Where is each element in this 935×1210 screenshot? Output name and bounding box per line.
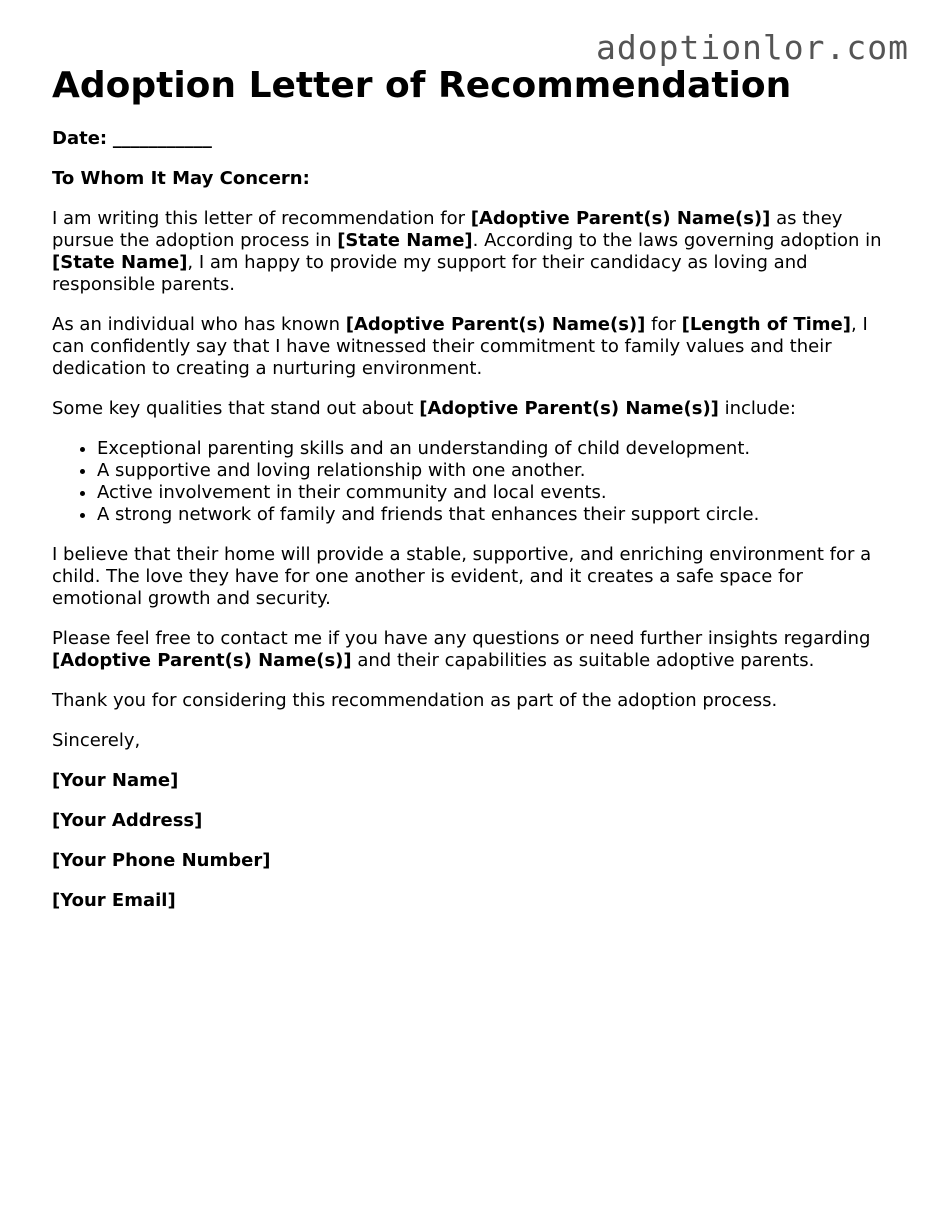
placeholder-parent-names: [Adoptive Parent(s) Name(s)] bbox=[345, 314, 646, 336]
paragraph-thanks: Thank you for considering this recommendation as part of the adoption process. bbox=[52, 690, 778, 712]
signature-phone bbox=[52, 850, 892, 872]
text: Please feel free to contact me if you have any questions or need further insights regarding bbox=[52, 628, 871, 650]
list-item: • Exceptional parenting skills and an understanding of child development. bbox=[97, 438, 892, 460]
placeholder-parent-names: [Adoptive Parent(s) Name(s)] bbox=[52, 650, 352, 672]
letter-document bbox=[52, 64, 892, 930]
date-label: Date: bbox=[52, 128, 108, 150]
placeholder-your-phone: [Your Phone Number] bbox=[52, 850, 271, 872]
paragraph-intro bbox=[52, 208, 892, 296]
text: as they pursue the adoption process in bbox=[52, 208, 843, 252]
salutation bbox=[52, 168, 892, 190]
text: . According to the laws governing adoption in bbox=[472, 230, 882, 252]
list-item: • Active involvement in their community and local events. bbox=[97, 482, 892, 504]
placeholder-your-name: [Your Name] bbox=[52, 770, 179, 792]
placeholder-parent-names: [Adoptive Parent(s) Name(s)] bbox=[470, 208, 771, 230]
placeholder-your-email: [Your Email] bbox=[52, 890, 176, 912]
list-item: • A strong network of family and friends that enhances their support circle. bbox=[97, 504, 892, 526]
salutation-text: To Whom It May Concern: bbox=[52, 168, 310, 190]
signature-address bbox=[52, 810, 892, 832]
placeholder-state-name: [State Name] bbox=[52, 252, 188, 274]
text: Some key qualities that stand out about bbox=[52, 398, 420, 420]
list-item: • A supportive and loving relationship with one another. bbox=[97, 460, 892, 482]
placeholder-length-of-time: [Length of Time] bbox=[681, 314, 851, 336]
paragraph-home: I believe that their home will provide a stable, supportive, and enriching environment for a child. The love they have for one another is evident, and it creates a safe space for emotional growth and security. bbox=[52, 544, 872, 610]
signature-email bbox=[52, 890, 892, 912]
text: , I can confidently say that I have witnessed their commitment to family values and their dedication to creating a nurturing environment. bbox=[52, 314, 868, 380]
placeholder-state-name: [State Name] bbox=[337, 230, 473, 252]
closing: Sincerely, bbox=[52, 730, 141, 752]
paragraph-known bbox=[52, 314, 892, 380]
paragraph-contact bbox=[52, 628, 892, 672]
text: I am writing this letter of recommendation for bbox=[52, 208, 471, 230]
text: , I am happy to provide my support for their candidacy as loving and responsible parents. bbox=[52, 252, 808, 296]
text: include: bbox=[718, 398, 796, 420]
placeholder-parent-names: [Adoptive Parent(s) Name(s)] bbox=[419, 398, 719, 420]
signature-name bbox=[52, 770, 892, 792]
text: and their capabilities as suitable adoptive parents. bbox=[351, 650, 815, 672]
date-line bbox=[52, 128, 892, 150]
paragraph-qualities-intro bbox=[52, 398, 892, 420]
text: for bbox=[645, 314, 682, 336]
date-blank: ___________ bbox=[112, 128, 212, 150]
site-watermark: adoptionlor.com bbox=[595, 28, 909, 67]
placeholder-your-address: [Your Address] bbox=[52, 810, 203, 832]
letter-title: Adoption Letter of Recommendation bbox=[52, 65, 792, 106]
text: As an individual who has known bbox=[52, 314, 346, 336]
qualities-list bbox=[52, 438, 892, 526]
